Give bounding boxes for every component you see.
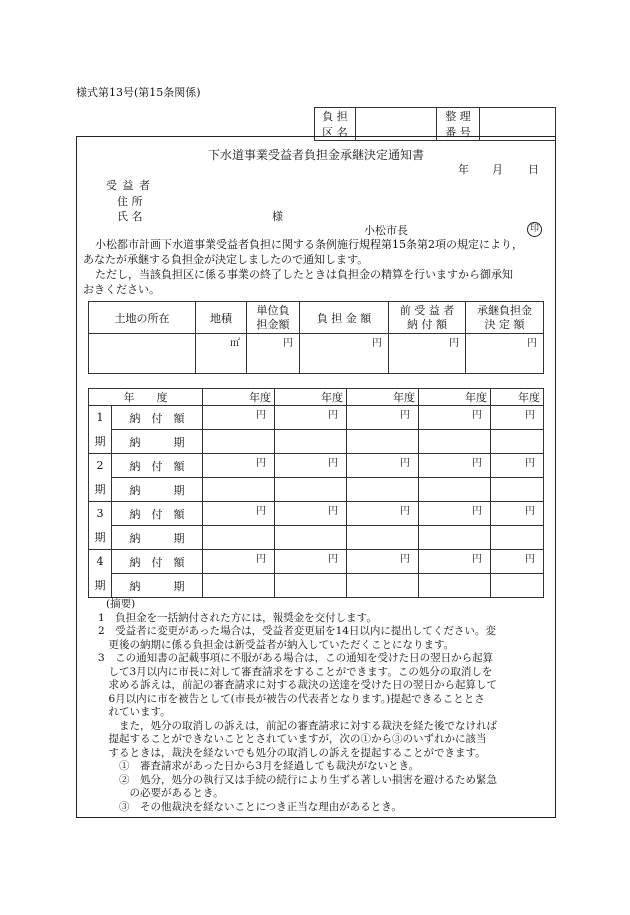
note-line: ② 処分，処分の執行又は手続の続行により生ずる著しい損害を避けるため緊急 xyxy=(98,773,497,786)
period-ki-label: 期 xyxy=(89,478,112,502)
date-day: 日 xyxy=(528,163,539,176)
note-line: ③ その他裁決を経ないことにつき正当な理由があるとき。 xyxy=(98,800,402,813)
col-area: 地積 xyxy=(196,302,247,334)
body-line: 小松都市計画下水道事業受益者負担に関する条例施行規程第15条第2項の規定により， xyxy=(95,238,523,251)
pay-amount-cell[interactable]: 円 xyxy=(275,454,347,478)
bango-label: 番 号 xyxy=(437,124,480,141)
futan-label: 負 担 xyxy=(315,108,356,125)
due-date-label: 納 期 xyxy=(112,478,203,502)
year-col-1: 年度 xyxy=(203,389,275,406)
year-col-5: 年度 xyxy=(491,389,544,406)
date-year: 年 xyxy=(458,163,469,176)
due-date-cell[interactable] xyxy=(419,574,491,598)
period-ki-label: 期 xyxy=(89,430,112,454)
pay-amount-cell[interactable]: 円 xyxy=(491,406,544,430)
year-col-3: 年度 xyxy=(347,389,419,406)
note-line: 1 負担金を一括納付された方には，報奨金を交付します。 xyxy=(98,611,377,624)
col-unit-charge-l2: 担金額 xyxy=(256,317,290,331)
year-col-2: 年度 xyxy=(275,389,347,406)
note-line: ① 審査請求があった日から3月を経過しても裁決がないとき。 xyxy=(98,760,420,772)
unit-charge-value[interactable] xyxy=(247,334,300,374)
period-pay-row xyxy=(89,550,544,574)
note-line: 求める訴えは，前記の審査請求に対する裁決の送達を受けた日の翌日から起算して xyxy=(98,679,497,691)
note-line: するときは，裁決を経ないでも処分の取消しの訴えを提起することができます。 xyxy=(98,746,486,759)
pay-amount-cell[interactable]: 円 xyxy=(419,550,491,574)
due-date-cell[interactable] xyxy=(203,430,275,454)
body-line: あなたが承継する負担金が決定しましたので通知します。 xyxy=(83,253,369,266)
period-ki-label: 期 xyxy=(89,574,112,598)
due-date-cell[interactable] xyxy=(275,526,347,550)
document-title: 下水道事業受益者負担金承継決定通知書 xyxy=(207,148,424,162)
due-date-cell[interactable] xyxy=(203,478,275,502)
pay-amount-label: 納 付 額 xyxy=(112,406,203,430)
body-line: おきください。 xyxy=(83,283,160,296)
name-label: 氏 名 xyxy=(117,210,143,223)
pay-amount-cell[interactable]: 円 xyxy=(347,406,419,430)
due-date-label: 納 期 xyxy=(112,574,203,598)
area-value[interactable] xyxy=(196,334,247,374)
col-unit-charge-l1: 単位負 xyxy=(256,303,290,317)
due-date-label: 納 期 xyxy=(112,526,203,550)
due-date-cell[interactable] xyxy=(419,526,491,550)
unit-yen: 円 xyxy=(283,338,293,349)
form-number: 様式第13号(第15条関係) xyxy=(76,86,201,99)
land-location-value[interactable] xyxy=(89,334,196,374)
note-line: 2 受益者に変更があった場合は，受益者変更届を14日以内に提出してください。変 xyxy=(98,625,496,637)
charge-amount-value[interactable] xyxy=(300,334,389,374)
due-date-cell[interactable] xyxy=(347,478,419,502)
sama-label: 様 xyxy=(272,210,283,223)
period-due-row xyxy=(89,574,544,598)
due-date-cell[interactable] xyxy=(491,478,544,502)
col-unit-charge xyxy=(247,302,300,334)
col-prev-paid-l2: 納 付 額 xyxy=(407,317,447,331)
year-header: 年 度 xyxy=(89,389,203,406)
pay-amount-label: 納 付 額 xyxy=(112,502,203,526)
due-date-cell[interactable] xyxy=(275,574,347,598)
period-pay-row xyxy=(89,502,544,526)
land-table xyxy=(88,301,544,374)
period-due-row xyxy=(89,430,544,454)
pay-amount-cell[interactable]: 円 xyxy=(203,550,275,574)
col-prev-paid-l1: 前 受 益 者 xyxy=(399,303,455,317)
due-date-cell[interactable] xyxy=(419,478,491,502)
notes-section xyxy=(98,598,497,814)
period-number: 2 xyxy=(89,454,112,478)
note-line: また，処分の取消しの訴えは，前記の審査請求に対する裁決を経た後でなければ xyxy=(98,719,497,732)
note-line: 提起することができないこととされていますが，次の①から③のいずれかに該当 xyxy=(98,733,487,745)
pay-amount-cell[interactable]: 円 xyxy=(203,454,275,478)
pay-amount-cell[interactable]: 円 xyxy=(203,406,275,430)
pay-amount-cell[interactable]: 円 xyxy=(275,550,347,574)
period-pay-row xyxy=(89,406,544,430)
due-date-cell[interactable] xyxy=(203,526,275,550)
period-number: 3 xyxy=(89,502,112,526)
recipient-label: 受 益 者 xyxy=(106,179,151,192)
pay-amount-cell[interactable]: 円 xyxy=(203,502,275,526)
note-line: して3月以内に市長に対して審査請求をすることができます。この処分の取消しを xyxy=(98,665,493,678)
note-line: の必要があるとき。 xyxy=(98,787,224,799)
issuer-name: 小松市長 xyxy=(364,224,408,237)
pay-amount-cell[interactable]: 円 xyxy=(347,502,419,526)
note-line: 3 この通知書の記載事項に不服がある場合は，この通知を受けた日の翌日から起算 xyxy=(98,652,494,664)
pay-amount-cell[interactable]: 円 xyxy=(347,454,419,478)
note-line: 6月以内に市を被告として(市長が被告の代表者となります。)提起できることとさ xyxy=(98,692,485,705)
pay-amount-cell[interactable]: 円 xyxy=(491,454,544,478)
unit-yen: 円 xyxy=(372,338,382,349)
succession-value[interactable] xyxy=(466,334,544,374)
pay-amount-cell[interactable]: 円 xyxy=(491,502,544,526)
period-due-row xyxy=(89,526,544,550)
col-prev-paid xyxy=(389,302,466,334)
col-succession-l1: 承継負担金 xyxy=(477,303,532,317)
col-succession-l2: 決 定 額 xyxy=(484,317,525,331)
prev-paid-value[interactable] xyxy=(389,334,466,374)
pay-amount-label: 納 付 額 xyxy=(112,454,203,478)
due-date-cell[interactable] xyxy=(347,430,419,454)
address-label: 住 所 xyxy=(117,195,143,208)
due-date-cell[interactable] xyxy=(275,478,347,502)
date-month: 月 xyxy=(492,163,503,176)
col-charge-amount: 負 担 金 額 xyxy=(300,302,389,334)
notes-heading: (摘要) xyxy=(106,598,136,610)
due-date-cell[interactable] xyxy=(419,430,491,454)
unit-yen: 円 xyxy=(449,338,459,349)
pay-amount-cell[interactable]: 円 xyxy=(491,550,544,574)
col-land-location: 土地の所在 xyxy=(89,302,196,334)
due-date-cell[interactable] xyxy=(275,430,347,454)
note-line: れています。 xyxy=(98,706,171,718)
seal-mark: 印 xyxy=(527,222,542,237)
period-number: 1 xyxy=(89,406,112,430)
pay-amount-cell[interactable]: 円 xyxy=(419,502,491,526)
period-due-row xyxy=(89,478,544,502)
due-date-cell[interactable] xyxy=(491,430,544,454)
period-ki-label: 期 xyxy=(89,526,112,550)
pay-amount-cell[interactable]: 円 xyxy=(347,550,419,574)
due-date-cell[interactable] xyxy=(347,526,419,550)
unit-yen: 円 xyxy=(527,338,537,349)
pay-amount-cell[interactable]: 円 xyxy=(419,454,491,478)
seiri-label: 整 理 xyxy=(437,108,480,125)
body-text xyxy=(83,237,523,297)
schedule-table xyxy=(88,388,544,598)
unit-sqm: ㎡ xyxy=(230,338,240,349)
due-date-cell[interactable] xyxy=(491,574,544,598)
year-col-4: 年度 xyxy=(419,389,491,406)
pay-amount-cell[interactable]: 円 xyxy=(275,406,347,430)
kumei-label: 区 名 xyxy=(315,124,356,141)
due-date-cell[interactable] xyxy=(491,526,544,550)
pay-amount-cell[interactable]: 円 xyxy=(419,406,491,430)
pay-amount-label: 納 付 額 xyxy=(112,550,203,574)
note-line: 更後の納期に係る負担金は新受益者が納入していただくことになります。 xyxy=(98,638,455,651)
period-pay-row xyxy=(89,454,544,478)
pay-amount-cell[interactable]: 円 xyxy=(275,502,347,526)
due-date-label: 納 期 xyxy=(112,430,203,454)
col-succession-amount xyxy=(466,302,544,334)
due-date-cell[interactable] xyxy=(347,574,419,598)
period-number: 4 xyxy=(89,550,112,574)
due-date-cell[interactable] xyxy=(203,574,275,598)
body-line: ただし，当該負担区に係る事業の終了したときは負担金の精算を行いますから御承知 xyxy=(95,268,513,281)
